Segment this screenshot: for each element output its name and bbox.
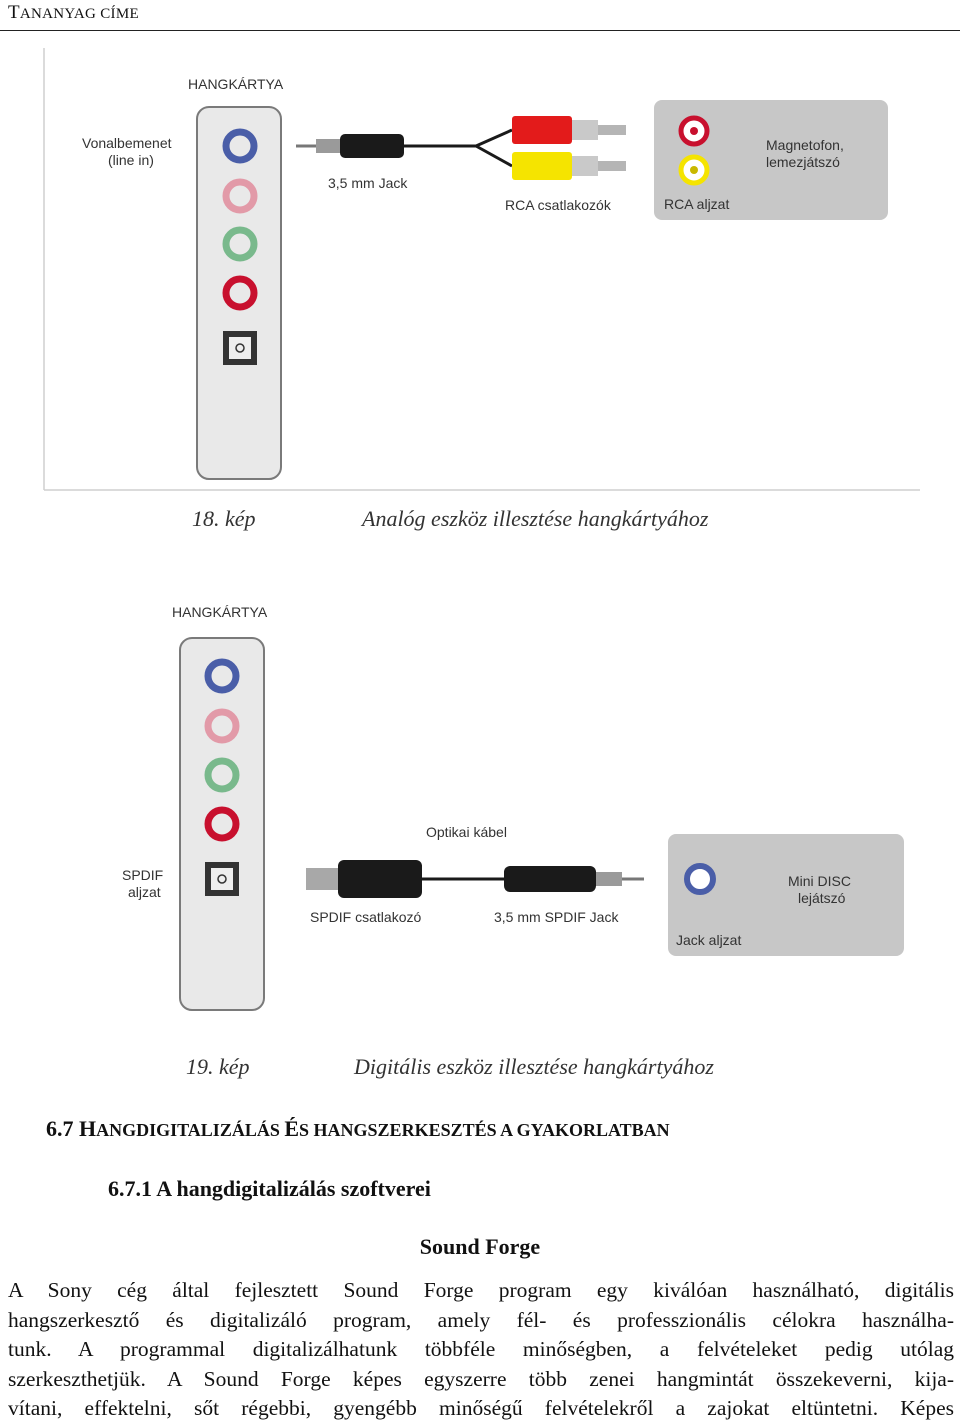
figure-19-caption — [186, 1054, 714, 1080]
figure-19-diagram — [122, 604, 904, 1010]
section-heading-part-a: ANGDIGITALIZÁLÁS — [96, 1120, 285, 1140]
fig19-sound-card-panel — [180, 638, 264, 1010]
section-heading-initial: H — [79, 1116, 97, 1141]
figure-18-caption — [192, 506, 708, 532]
fig19-spdif-jack-metal — [596, 872, 622, 886]
section-heading-part-b: É — [284, 1116, 300, 1141]
fig19-device-jack-socket — [687, 866, 713, 892]
section-number: 6.7 — [46, 1116, 74, 1141]
paragraph-line: vítani, effektelni, sőt régebbi, gyengébb minőségű felvételekről a zajokat eltüntetni. Képes — [8, 1396, 954, 1421]
fig18-rca-red-tip — [598, 125, 626, 135]
fig19-card-label: HANGKÁRTYA — [172, 604, 268, 620]
fig19-spdif-plug-metal — [306, 868, 342, 890]
figure-19-text: Digitális eszköz illesztése hangkártyához — [354, 1054, 714, 1079]
fig18-spdif-port-inner — [229, 337, 251, 359]
paragraph-line: szerkeszthetjük. A Sound Forge képes egyszerre több zenei hangmintát összekeverni, kija- — [8, 1366, 954, 1391]
fig19-spdif-plug-body — [338, 860, 422, 898]
fig19-spdif-port-inner — [211, 868, 233, 890]
fig18-device-label-2: lemezjátszó — [766, 154, 840, 170]
fig18-jack-label: 3,5 mm Jack — [328, 175, 408, 191]
fig18-line-in-label-1: Vonalbemenet — [82, 135, 172, 151]
fig18-rca-yellow-tip — [598, 161, 626, 171]
fig18-line-in-label-2: (line in) — [108, 152, 154, 168]
figure-18-text: Analóg eszköz illesztése hangkártyához — [362, 506, 709, 531]
fig19-spdif-jack-body — [504, 866, 596, 892]
figure-18-number: 18. kép — [192, 506, 256, 531]
header-rest: ANANYAG CÍME — [19, 6, 139, 22]
fig18-rca-plugs-label: RCA csatlakozók — [505, 197, 611, 213]
fig18-jack-body — [340, 134, 404, 158]
fig18-rca-yellow-body — [512, 152, 572, 180]
fig18-cable-red-branch — [476, 130, 512, 146]
figure-19-number: 19. kép — [186, 1054, 250, 1079]
section-heading — [46, 1116, 670, 1142]
paragraph-line: hangszerkesztő és digitalizáló program, amely fél- és professzionális célokra használha- — [8, 1307, 954, 1332]
fig19-device-label-1: Mini DISC — [788, 873, 852, 889]
fig19-spdif-plug-label: SPDIF csatlakozó — [310, 909, 422, 925]
subsection-heading: 6.7.1 A hangdigitalizálás szoftverei — [108, 1176, 431, 1201]
fig18-cable-yellow-branch — [476, 146, 512, 166]
fig19-jack-socket-label: Jack aljzat — [676, 932, 742, 948]
fig19-device-label-2: lejátszó — [798, 890, 846, 906]
section-heading-part-c: S HANGSZERKESZTÉS A GYAKORLATBAN — [299, 1120, 670, 1140]
paragraph-line: A Sony cég által fejlesztett Sound Forge program egy kiválóan használható, digitális — [8, 1278, 954, 1302]
fig18-device-yellow-socket-core — [690, 166, 698, 174]
fig18-rca-socket-label: RCA aljzat — [664, 196, 730, 212]
body-paragraph — [8, 1276, 954, 1424]
software-title: Sound Forge — [419, 1234, 541, 1259]
fig18-rca-red-body — [512, 116, 572, 144]
figure-18-diagram — [44, 48, 920, 490]
fig18-device-label-1: Magnetofon, — [766, 137, 844, 153]
fig18-rca-red-metal — [572, 120, 598, 140]
fig18-jack-metal — [316, 139, 344, 153]
fig19-spdif-jack-label: 3,5 mm SPDIF Jack — [494, 909, 619, 925]
fig18-device-red-socket-core — [690, 127, 698, 135]
paragraph-line: tunk. A programmal digitalizálhatunk többféle minőségben, a felvételeket pedig utólag — [8, 1337, 954, 1362]
fig19-spdif-socket-label-2: aljzat — [128, 884, 161, 900]
fig18-rca-yellow-metal — [572, 156, 598, 176]
fig19-optical-cable-label: Optikai kábel — [426, 824, 507, 840]
fig18-card-label: HANGKÁRTYA — [188, 76, 284, 92]
fig19-spdif-socket-label-1: SPDIF — [122, 867, 164, 883]
header-initial: T — [8, 2, 20, 23]
